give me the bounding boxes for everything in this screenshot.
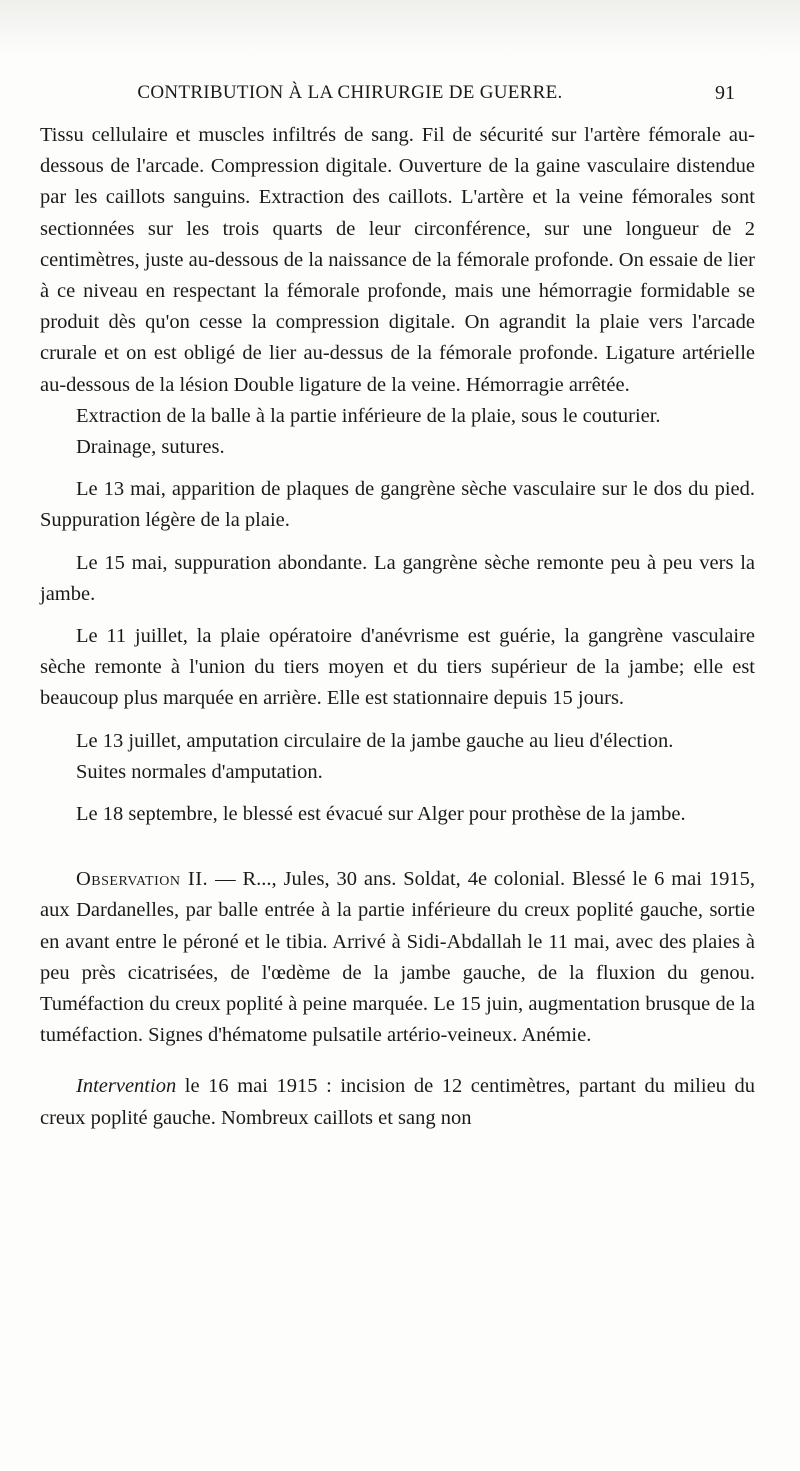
intervention-heading: Intervention: [76, 1075, 177, 1098]
intervention-text: le 16 mai 1915 : incision de 12 centimètres, partant du milieu du creux poplité gauche. Nombreux caillots et sang non: [40, 1075, 755, 1129]
paragraph-september-18: Le 18 septembre, le blessé est évacué sur Alger pour prothèse de la jambe.: [76, 803, 686, 826]
paragraph-july-13: Le 13 juillet, amputation circulaire de la jambe gauche au lieu d'élection.: [76, 729, 674, 752]
paragraph-observation-2: [40, 864, 755, 1051]
paragraph-may-13: Le 13 mai, apparition de plaques de gangrène sèche vasculaire sur le dos du pied. Suppuration légère de la plaie.: [40, 478, 755, 532]
observation-text: — R..., Jules, 30 ans. Soldat, 4e colonial. Blessé le 6 mai 1915, aux Dardanelles, par balle entrée à la partie inférieure du creux poplité gauche, sortie en avant entre le péroné et le tibia. Arrivé à Sidi-Abdallah le 11 mai, avec des plaies à peu près cicatrisées, de l'œdème de la jambe gauche, de la fluxion du genou. Tuméfaction du creux poplité à peine marquée. Le 15 juin, augmentation brusque de la tuméfaction. Signes d'hématome pulsatile artério-veineux. Anémie.: [40, 868, 755, 1047]
running-title: CONTRIBUTION À LA CHIRURGIE DE GUERRE.: [137, 82, 563, 103]
running-head: [40, 78, 745, 112]
paragraph-bullet-extraction: Extraction de la balle à la partie inférieure de la plaie, sous le couturier.: [76, 404, 661, 427]
page-number: 91: [715, 82, 735, 104]
paragraph-suites: Suites normales d'amputation.: [76, 760, 323, 783]
body-text: [40, 120, 755, 1134]
paragraph-intervention: [40, 1071, 755, 1133]
paragraph-drainage: Drainage, sutures.: [76, 436, 225, 459]
paragraph-may-15: Le 15 mai, suppuration abondante. La gangrène sèche remonte peu à peu vers la jambe.: [40, 551, 755, 605]
paragraph-operation-details: Tissu cellulaire et muscles infiltrés de sang. Fil de sécurité sur l'artère fémorale au-dessous de l'arcade. Compression digitale. Ouverture de la gaine vasculaire distendue par les caillots sanguins. Extraction des caillots. L'artère et la veine fémorales sont sectionnées sur les trois quarts de leur circonférence, sur une longueur de 2 centimètres, juste au-dessous de la naissance de la fémorale profonde. On essaie de lier à ce niveau en respectant la fémorale profonde, mais une hémorragie formidable se produit dès qu'on cesse la compression digitale. On agrandit la plaie vers l'arcade crurale et on est obligé de lier au-dessus de la fémorale profonde. Ligature artérielle au-dessous de la lésion Double ligature de la veine. Hémorragie arrêtée.: [40, 124, 755, 396]
scan-shadow: [0, 0, 800, 60]
paragraph-july-11: Le 11 juillet, la plaie opératoire d'anévrisme est guérie, la gangrène vasculaire sèche remonte à l'union du tiers moyen et du tiers supérieur de la jambe; elle est beaucoup plus marquée en arrière. Elle est stationnaire depuis 15 jours.: [40, 625, 755, 710]
observation-heading: Observation II.: [76, 868, 209, 891]
